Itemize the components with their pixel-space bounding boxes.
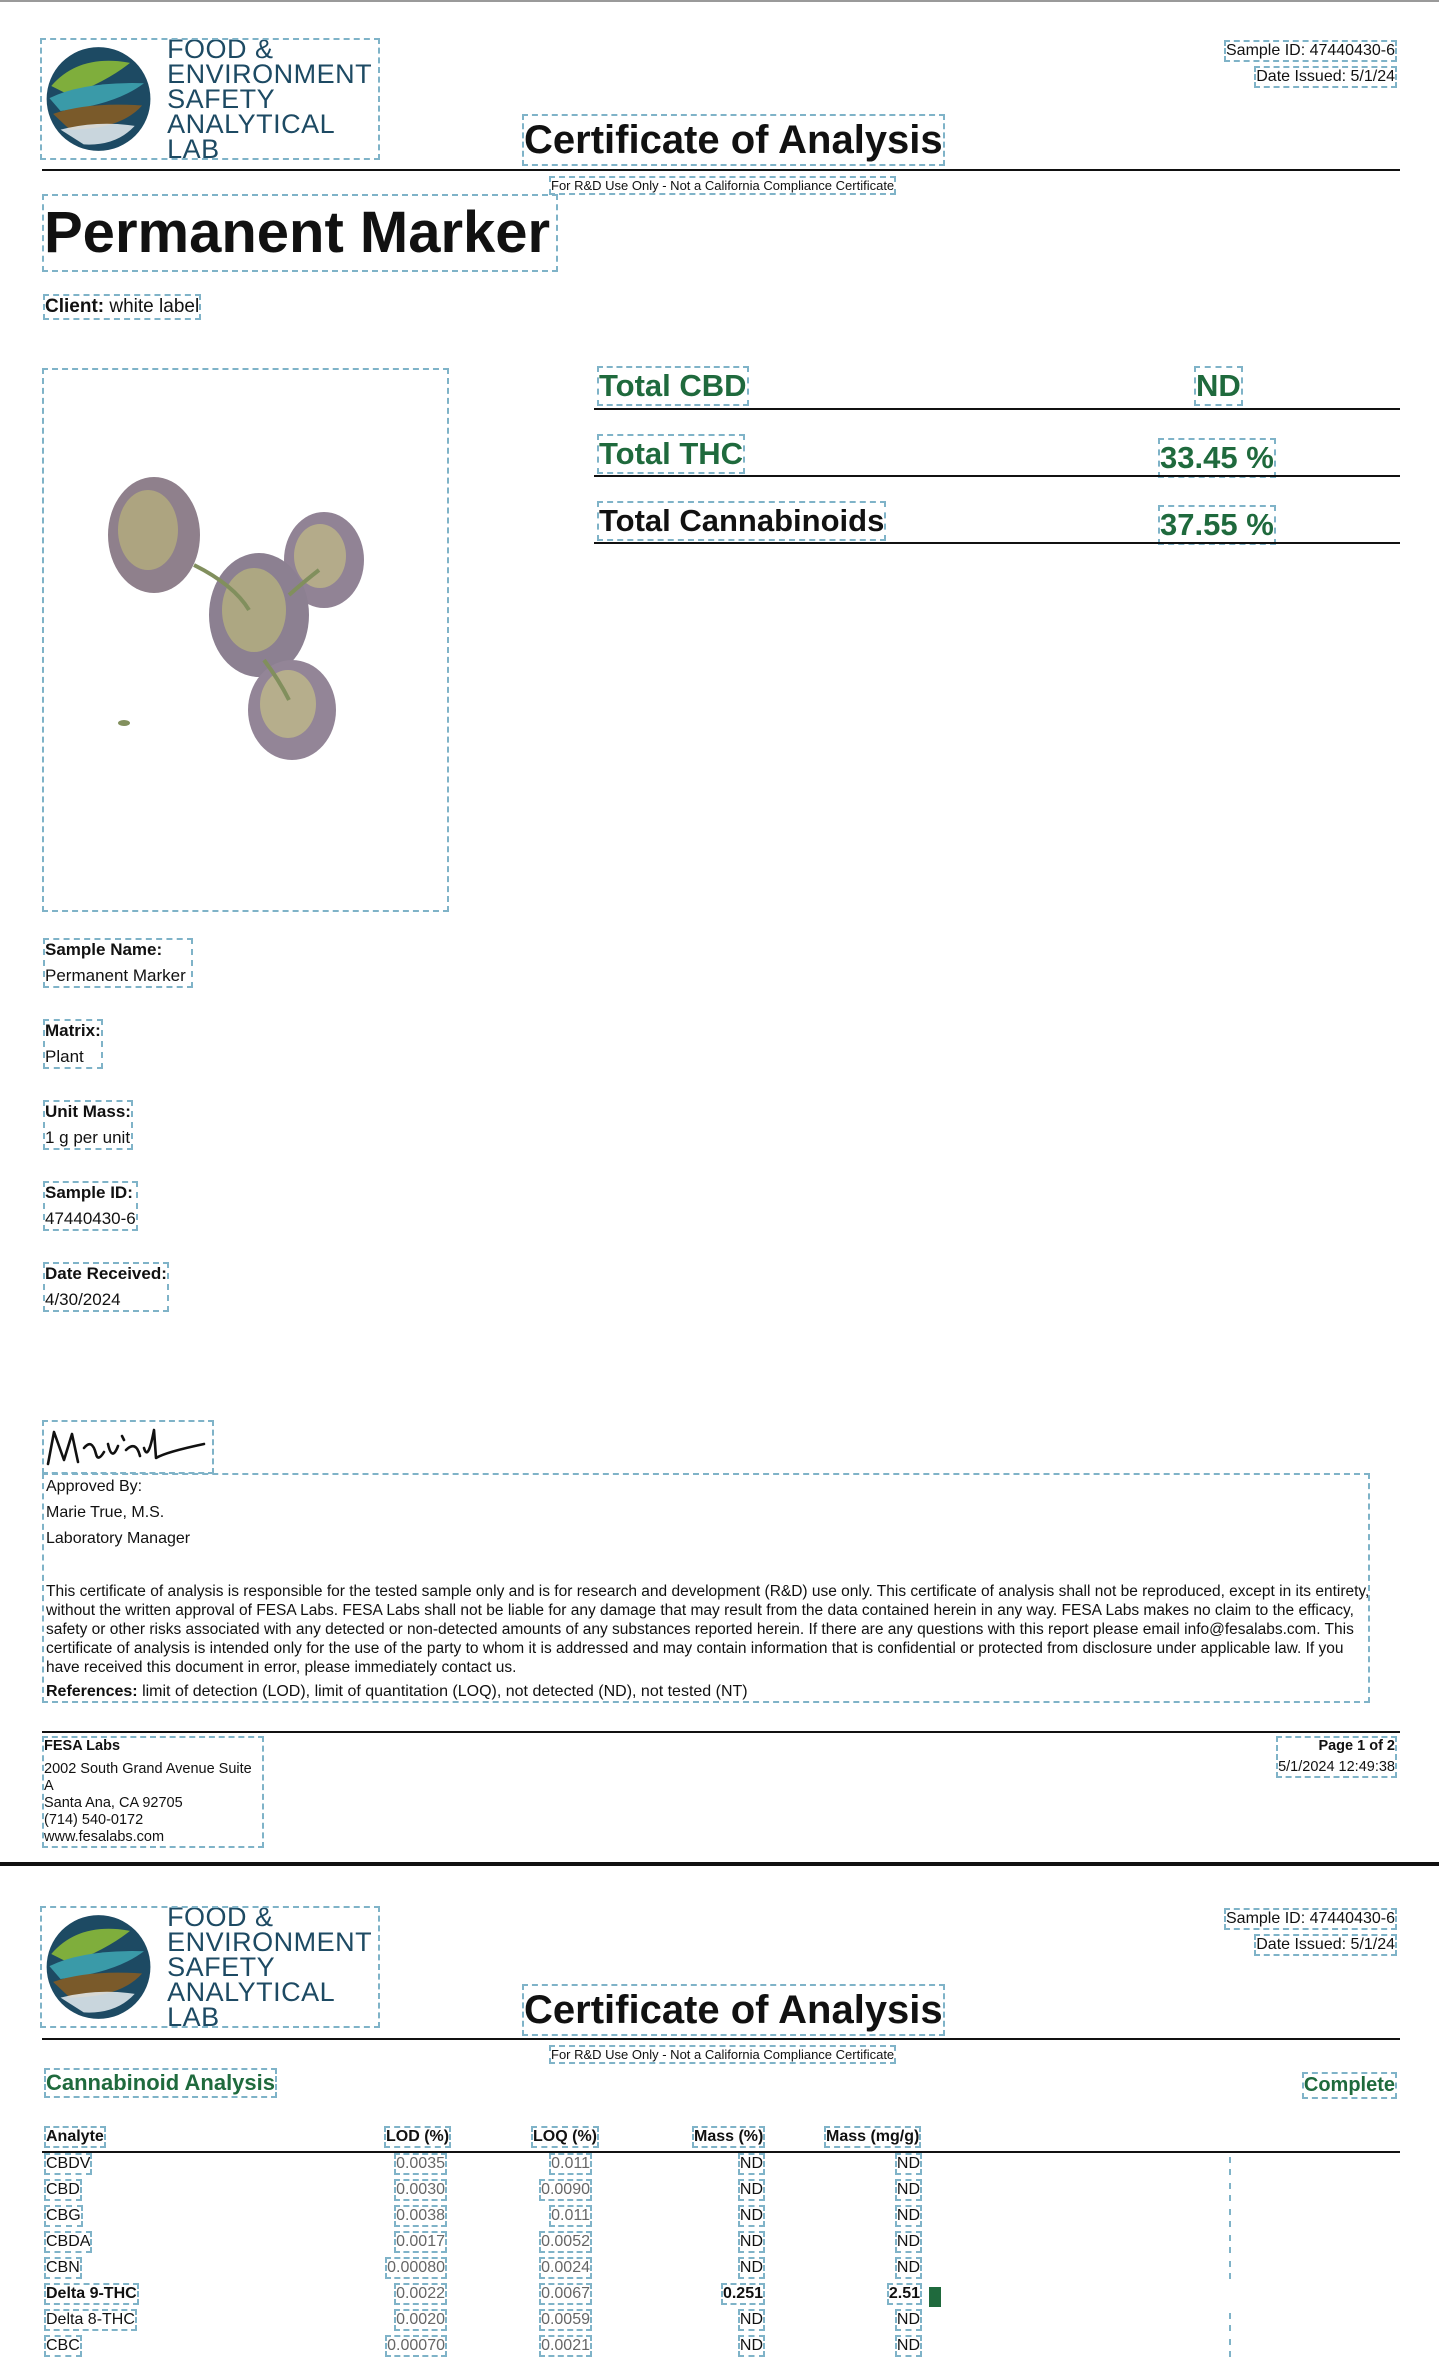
cell-mass-mg: ND bbox=[896, 2181, 920, 2198]
cell-mass-mg: ND bbox=[896, 2259, 920, 2276]
cell-mass-mg: ND bbox=[896, 2233, 920, 2250]
info-label: Matrix: bbox=[45, 1021, 101, 1040]
cell-lod: 0.0030 bbox=[396, 2181, 445, 2198]
cell-mass-pct: ND bbox=[739, 2181, 763, 2198]
footer-page-info bbox=[1278, 1738, 1395, 1776]
header-date-issued: Date Issued: 5/1/24 bbox=[1256, 68, 1395, 85]
info-block-unit-mass bbox=[45, 1102, 131, 1148]
info-block-matrix bbox=[45, 1021, 101, 1067]
info-label: Date Received: bbox=[45, 1264, 167, 1283]
footer-address-1: 2002 South Grand Avenue Suite A bbox=[44, 1761, 252, 1794]
col-header-loq: LOQ (%) bbox=[533, 2128, 597, 2145]
page-separator bbox=[0, 1862, 1439, 1866]
info-block-sample-name bbox=[45, 940, 191, 986]
mass-bar bbox=[1229, 2261, 1234, 2279]
lab-logo-mark-icon bbox=[42, 40, 155, 158]
summary-value-total-cbd: ND bbox=[1196, 368, 1241, 403]
info-value: 4/30/2024 bbox=[45, 1290, 121, 1309]
mass-bar bbox=[1229, 2339, 1234, 2357]
cell-loq: 0.0021 bbox=[541, 2337, 590, 2354]
cell-loq: 0.0090 bbox=[541, 2181, 590, 2198]
summary-value-total-cannabinoids: 37.55 % bbox=[1160, 507, 1274, 542]
summary-label-total-thc: Total THC bbox=[599, 436, 744, 471]
cell-analyte: CBDV bbox=[46, 2155, 91, 2172]
product-image bbox=[44, 370, 447, 910]
footer-web: www.fesalabs.com bbox=[44, 1829, 165, 1845]
coa-title-page2: Certificate of Analysis bbox=[524, 1988, 943, 2032]
info-value: 47440430-6 bbox=[45, 1209, 136, 1228]
info-value: Plant bbox=[45, 1047, 84, 1066]
approver-name: Marie True, M.S. bbox=[46, 1504, 165, 1521]
cell-mass-pct: 0.251 bbox=[722, 2285, 763, 2302]
logo-line-3: SAFETY bbox=[167, 1951, 276, 1982]
signature bbox=[44, 1422, 212, 1472]
rd-note: For R&D Use Only - Not a California Compliance Certificate bbox=[551, 178, 895, 193]
logo-line-1: FOOD & bbox=[167, 1901, 274, 1932]
cell-mass-pct: ND bbox=[739, 2155, 763, 2172]
references-line bbox=[46, 1683, 748, 1701]
cell-lod: 0.0020 bbox=[396, 2311, 445, 2328]
col-header-mass-pct: Mass (%) bbox=[694, 2128, 764, 2145]
cell-mass-pct: ND bbox=[739, 2207, 763, 2224]
header-rule bbox=[42, 169, 1400, 171]
cell-lod: 0.0022 bbox=[396, 2285, 445, 2302]
coa-title: Certificate of Analysis bbox=[524, 118, 943, 162]
signature-icon bbox=[44, 1422, 212, 1472]
footer-page-number: Page 1 of 2 bbox=[1318, 1738, 1395, 1754]
cell-mass-mg: ND bbox=[896, 2155, 920, 2172]
lab-logo bbox=[42, 33, 378, 164]
cell-mass-pct: ND bbox=[739, 2233, 763, 2250]
header-rule-page2 bbox=[42, 2038, 1400, 2040]
lab-logo-page2 bbox=[42, 1901, 378, 2032]
client-label: Client: bbox=[45, 296, 105, 317]
approver-role: Laboratory Manager bbox=[46, 1530, 191, 1547]
approval-block bbox=[46, 1474, 190, 1552]
mass-bar bbox=[1229, 2313, 1234, 2331]
sample-title: Permanent Marker bbox=[44, 196, 556, 270]
footer-phone: (714) 540-0172 bbox=[44, 1812, 144, 1828]
cell-analyte: Delta 8-THC bbox=[46, 2311, 135, 2328]
mass-bar bbox=[1229, 2157, 1234, 2175]
client-value: white label bbox=[109, 296, 200, 317]
cell-analyte: CBC bbox=[46, 2337, 80, 2354]
info-label: Sample Name: bbox=[45, 940, 163, 959]
cell-lod: 0.0017 bbox=[396, 2233, 445, 2250]
col-header-analyte: Analyte bbox=[46, 2128, 104, 2145]
cell-mass-pct: ND bbox=[739, 2337, 763, 2354]
summary-rule-3 bbox=[594, 542, 1400, 544]
cell-mass-mg: ND bbox=[896, 2337, 920, 2354]
references-text: limit of detection (LOD), limit of quantitation (LOQ), not detected (ND), not tested (NT) bbox=[142, 1683, 748, 1700]
mass-bar bbox=[929, 2287, 941, 2307]
cell-analyte: CBN bbox=[46, 2259, 80, 2276]
cell-loq: 0.011 bbox=[551, 2155, 590, 2172]
header-date-issued-page2: Date Issued: 5/1/24 bbox=[1256, 1936, 1395, 1953]
info-block-sample-id bbox=[45, 1183, 136, 1229]
cell-analyte: CBG bbox=[46, 2207, 81, 2224]
footer-address-2: Santa Ana, CA 92705 bbox=[44, 1795, 183, 1811]
cell-loq: 0.0067 bbox=[541, 2285, 590, 2302]
lab-logo-text bbox=[167, 1901, 378, 2032]
logo-line-4: ANALYTICAL LAB bbox=[167, 1976, 335, 2032]
info-value: Permanent Marker bbox=[45, 966, 186, 985]
cannabis-bud-icon bbox=[44, 370, 447, 910]
footer-timestamp: 5/1/2024 12:49:38 bbox=[1278, 1759, 1395, 1775]
header-sample-id: Sample ID: 47440430-6 bbox=[1226, 42, 1395, 59]
cell-mass-mg: ND bbox=[896, 2207, 920, 2224]
disclaimer-text: This certificate of analysis is responsible for the tested sample only and is for research and development (R&D) use only. This certificate of analysis shall not be reproduced, except in its entirety, without the written approval of FESA Labs. FESA Labs shall not be liable for any damage that may result from the data contained herein in any way. FESA Labs makes no claim to the efficacy, safety or other risks associated with any detected or non-detected amounts of any substances reported herein. If there are any questions with this report please email info@fesalabs.com. This certificate of analysis is intended only for the use of the party to whom it is addressed and may contain information that is confidential or protected from disclosure under applicable law. If you have received this document in error, please immediately contact us. bbox=[46, 1583, 1370, 1676]
cell-mass-mg: 2.51 bbox=[888, 2285, 920, 2302]
mass-bar bbox=[1229, 2209, 1234, 2227]
lab-logo-text bbox=[167, 33, 378, 164]
section-title-cannabinoid-analysis: Cannabinoid Analysis bbox=[46, 2070, 276, 2095]
cell-analyte: Delta 9-THC bbox=[46, 2285, 137, 2302]
summary-rule-1 bbox=[594, 408, 1400, 410]
cell-analyte: CBD bbox=[46, 2181, 80, 2198]
cell-lod: 0.0035 bbox=[396, 2155, 445, 2172]
references-label: References: bbox=[46, 1683, 138, 1700]
cell-loq: 0.011 bbox=[551, 2207, 590, 2224]
cell-mass-pct: ND bbox=[739, 2311, 763, 2328]
summary-label-total-cbd: Total CBD bbox=[599, 368, 747, 403]
summary-rule-2 bbox=[594, 475, 1400, 477]
approved-by-label: Approved By: bbox=[46, 1478, 143, 1495]
mass-bar bbox=[1229, 2183, 1234, 2201]
summary-value-total-thc: 33.45 % bbox=[1160, 440, 1274, 475]
logo-line-1: FOOD & bbox=[167, 33, 274, 64]
cell-loq: 0.0052 bbox=[541, 2233, 590, 2250]
footer-company: FESA Labs bbox=[44, 1738, 121, 1754]
col-header-lod: LOD (%) bbox=[386, 2128, 450, 2145]
footer-rule bbox=[42, 1731, 1400, 1733]
logo-line-2: ENVIRONMENT bbox=[167, 58, 373, 89]
footer-address bbox=[44, 1738, 262, 1846]
logo-line-4: ANALYTICAL LAB bbox=[167, 108, 335, 164]
status-badge: Complete bbox=[1303, 2074, 1395, 2096]
cell-loq: 0.0024 bbox=[541, 2259, 590, 2276]
cell-analyte: CBDA bbox=[46, 2233, 91, 2250]
cell-lod: 0.0038 bbox=[396, 2207, 445, 2224]
table-header-rule bbox=[42, 2151, 1400, 2153]
info-block-date-received bbox=[45, 1264, 167, 1310]
client-line bbox=[45, 296, 199, 318]
cell-mass-mg: ND bbox=[896, 2311, 920, 2328]
logo-line-3: SAFETY bbox=[167, 83, 276, 114]
rd-note-page2: For R&D Use Only - Not a California Compliance Certificate bbox=[551, 2047, 895, 2062]
top-border bbox=[0, 0, 1439, 2]
cell-lod: 0.00080 bbox=[387, 2259, 445, 2276]
info-label: Sample ID: bbox=[45, 1183, 133, 1202]
logo-line-2: ENVIRONMENT bbox=[167, 1926, 373, 1957]
cell-lod: 0.00070 bbox=[387, 2337, 445, 2354]
summary-label-total-cannabinoids: Total Cannabinoids bbox=[599, 503, 885, 538]
cell-mass-pct: ND bbox=[739, 2259, 763, 2276]
info-value: 1 g per unit bbox=[45, 1128, 131, 1147]
header-sample-id-page2: Sample ID: 47440430-6 bbox=[1226, 1910, 1395, 1927]
mass-bar bbox=[1229, 2235, 1234, 2253]
lab-logo-mark-icon bbox=[42, 1908, 155, 2026]
col-header-mass-mg: Mass (mg/g) bbox=[826, 2128, 920, 2145]
cell-loq: 0.0059 bbox=[541, 2311, 590, 2328]
info-label: Unit Mass: bbox=[45, 1102, 131, 1121]
